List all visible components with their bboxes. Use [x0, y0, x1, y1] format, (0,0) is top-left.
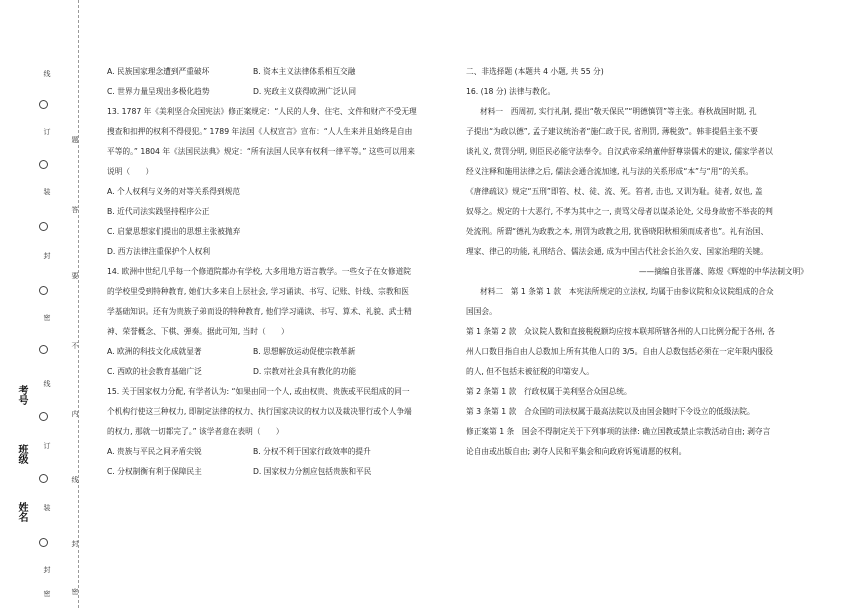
seal-circle [39, 100, 48, 109]
seal-char: 订 [43, 442, 51, 449]
material-line: 谈礼义, 赏罚分明, 则臣民必能守法奉令。自汉武帝采纳董仲舒尊崇儒术的建议, 儒家学者以 [466, 147, 773, 156]
q14-option-c: C. 西欧的社会教育基础广泛 [107, 367, 202, 376]
question-13 [107, 102, 452, 262]
right-column [466, 62, 818, 462]
q12-options-row [107, 62, 452, 82]
material-line: 子提出“为政以德”, 孟子建议统治者“施仁政于民, 省刑罚, 薄税敛”。韩非提倡主张不要 [466, 127, 758, 136]
seal-circle [39, 222, 48, 231]
material-line: 的人, 但不包括未被征税的印第安人。 [466, 367, 594, 376]
q12-option-c: C. 世界力量呈现出多极化趋势 [107, 87, 210, 96]
material-line: 《唐律疏议》规定“五刑”即笞、杖、徒、流、死。笞者, 击也, 又训为耻。徒者, 奴也, 盖 [466, 187, 763, 196]
seal-char: 封 [43, 252, 51, 259]
q15-options-row [107, 462, 452, 482]
q12-option-b: B. 资本主义法律体系相互交融 [253, 67, 356, 76]
question-line: 13. 1787 年《美利坚合众国宪法》修正案规定：“人民的人身、住宅、文件和财产不受无理 [107, 107, 417, 116]
q14-options-row [107, 362, 452, 382]
seal-char: 装 [43, 504, 51, 511]
q14-option-a: A. 欧洲的科技文化成就显著 [107, 347, 202, 356]
question-line: 学基础知识。还有为贵族子弟而设的特种教育, 他们学习诵读、书写、算术、礼貌、武士精 [107, 307, 412, 316]
q12-option-a: A. 民族国家理念遭到严重破坏 [107, 67, 210, 76]
seal-char: 线 [71, 476, 79, 483]
question-line: 的学校里受到特种教育, 她们大多来自上层社会, 学习诵读、书写、记账、针线、宗教和医 [107, 287, 409, 296]
seal-char: 答 [71, 206, 79, 213]
material-line: 论自由或出版自由; 剥夺人民和平集会和向政府诉冤请愿的权利。 [466, 447, 687, 456]
question-line: 15. 关于国家权力分配, 有学者认为: “如果由同一个人, 或由权贵、贵族或平民组成的同一 [107, 387, 410, 396]
material-line: 第 3 条第 1 款 合众国的司法权属于最高法院以及由国会随时下令设立的低级法院。 [466, 407, 755, 416]
q13-option-d: D. 西方法律注重保护个人权利 [107, 247, 211, 256]
q15-option-c: C. 分权制衡有利于保障民主 [107, 467, 202, 476]
q12-option-d: D. 宪政主义获得欧洲广泛认同 [253, 87, 357, 96]
seal-char: 线 [43, 380, 51, 387]
seal-circle [39, 160, 48, 169]
material-line: 国国会。 [466, 307, 497, 316]
seal-char: 题 [71, 136, 79, 143]
material-line: 材料一 西周初, 实行礼制, 提出“敬天保民”“明德慎罚”等主张。春秋战国时期, 孔 [480, 107, 757, 116]
seal-circle [39, 538, 48, 547]
seal-circle [39, 345, 48, 354]
material-2 [466, 282, 818, 462]
seal-char: 密 [43, 590, 51, 597]
q13-option-c: C. 启蒙思想家们提出的思想主张被抛弃 [107, 227, 241, 236]
q12-options-row [107, 82, 452, 102]
question-15 [107, 382, 452, 482]
material-line: 经义注释和施用法律之后, 儒法会通合流加速, 礼与法的关系形成“本”与“用”的关系。 [466, 167, 754, 176]
seal-char: 封 [71, 540, 79, 547]
question-line: 个机构行使这三种权力, 即制定法律的权力、执行国家决议的权力以及裁决罪行或个人争端 [107, 407, 412, 416]
material-line: 州人口数目指自由人总数加上所有其他人口的 3/5。自由人总数包括必须在一定年限内服役 [466, 347, 773, 356]
seal-circle [39, 286, 48, 295]
q13-option-b: B. 近代司法实践坚持程序公正 [107, 207, 210, 216]
seal-char: 密 [71, 588, 79, 595]
material-line: 第 2 条第 1 款 行政权属于美利坚合众国总统。 [466, 387, 632, 396]
question-16-title: 16. (18 分) 法律与教化。 [466, 87, 556, 96]
seal-char: 封 [43, 566, 51, 573]
seal-char: 要 [71, 272, 79, 279]
left-column [107, 62, 452, 482]
seal-char: 装 [43, 188, 51, 195]
material-line: 奴辱之。规定的十大恶行, 不孝为其中之一, 责骂父母者以谋杀论处, 父母身故密不举丧的判 [466, 207, 773, 216]
seal-char: 订 [43, 128, 51, 135]
class-label: 班级 [16, 444, 27, 464]
material-line: 理家、律己的功能, 礼刑结合、儒法会通, 成为中国古代社会长治久安、国家治理的关键。 [466, 247, 768, 256]
question-line: 14. 欧洲中世纪几乎每一个修道院都办有学校, 大多用地方语言教学。一些女子在女修道院 [107, 267, 411, 276]
q14-option-b: B. 思想解放运动促使宗教革新 [253, 347, 356, 356]
q15-option-b: B. 分权不利于国家行政效率的提升 [253, 447, 371, 456]
material-1 [466, 102, 818, 282]
question-line: 搜查和扣押的权利不得侵犯。” 1789 年法国《人权宣言》宣布：“人人生来并且始终是自由 [107, 127, 413, 136]
question-line: 的权力, 那就一切都完了。” 该学者意在表明（ ） [107, 427, 284, 436]
seal-circle [39, 412, 48, 421]
question-line: 神、荣誉概念、下棋、弹奏。据此可知, 当时（ ） [107, 327, 289, 336]
student-id-label: 考号 [16, 385, 27, 405]
material-source: ——摘编自张晋藩、陈煜《辉煌的中华法制文明》 [638, 267, 808, 276]
q15-option-d: D. 国家权力分割应包括贵族和平民 [253, 467, 372, 476]
seal-dashed-line [78, 0, 79, 608]
q15-options-row [107, 442, 452, 462]
seal-char: 内 [71, 410, 79, 417]
q13-option-a: A. 个人权利与义务的对等关系得到规范 [107, 187, 241, 196]
seal-circle [39, 474, 48, 483]
binding-margin [0, 0, 92, 608]
q15-option-a: A. 贵族与平民之间矛盾尖锐 [107, 447, 202, 456]
q14-option-d: D. 宗教对社会具有教化的功能 [253, 367, 357, 376]
seal-char: 密 [43, 314, 51, 321]
q14-options-row [107, 342, 452, 362]
material-line: 处流刑。所谓“德礼为政教之本, 刑罚为政教之用, 犹昏晓阳秋相须而成者也”。礼有治国、 [466, 227, 769, 236]
question-14 [107, 262, 452, 382]
name-label: 姓名 [16, 502, 27, 522]
seal-char: 不 [71, 342, 79, 349]
material-line: 修正案第 1 条 国会不得制定关于下列事项的法律: 确立国教或禁止宗教活动自由; 剥夺言 [466, 427, 771, 436]
question-line: 平等的。” 1804 年《法国民法典》规定：“所有法国人民享有权利一律平等。” 这些可以用来 [107, 147, 415, 156]
material-line: 第 1 条第 2 款 众议院人数和直接税税额均应按本联邦所辖各州的人口比例分配于各州, 各 [466, 327, 775, 336]
question-line: 说明（ ） [107, 167, 154, 176]
seal-char: 线 [43, 70, 51, 77]
material-line: 材料二 第 1 条第 1 款 本宪法所规定的立法权, 均属于由参议院和众议院组成的合众 [480, 287, 774, 296]
section-title: 二、非选择题 (本题共 4 小题, 共 55 分) [466, 67, 604, 76]
